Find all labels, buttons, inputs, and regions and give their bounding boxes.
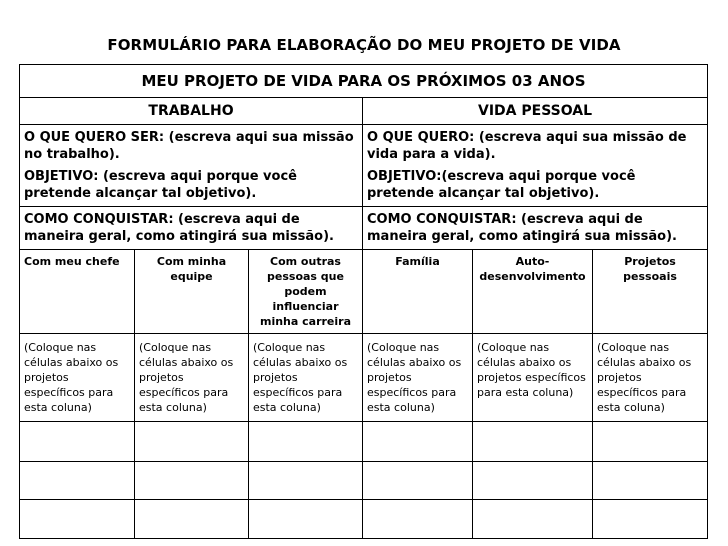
project-cell[interactable] [135,500,249,539]
project-cell[interactable] [473,422,593,462]
project-cell[interactable] [363,422,473,462]
personal-goal-cell[interactable] [363,125,708,207]
project-cell[interactable] [363,500,473,539]
project-cell[interactable] [593,422,708,462]
column-header-self-development: Auto-desenvolvimento [473,250,593,334]
form-header: MEU PROJETO DE VIDA PARA OS PRÓXIMOS 03 ANOS [20,65,708,98]
personal-objective-text: OBJETIVO:(escreva aqui porque você pretende alcançar tal objetivo). [367,169,636,201]
column-note-self-development: (Coloque nas células abaixo os projetos específicos para esta coluna) [473,334,593,422]
project-cell[interactable] [593,500,708,539]
column-note-boss: (Coloque nas células abaixo os projetos específicos para esta coluna) [20,334,135,422]
work-goal-text: O QUE QUERO SER: (escreva aqui sua missão no trabalho). [24,130,354,162]
section-work-title: TRABALHO [20,98,363,125]
project-cell[interactable] [593,462,708,500]
table-row [20,500,708,539]
column-note-team: (Coloque nas células abaixo os projetos específicos para esta coluna) [135,334,249,422]
column-header-family: Família [363,250,473,334]
project-cell[interactable] [473,500,593,539]
personal-goal-text: O QUE QUERO: (escreva aqui sua missão de vida para a vida). [367,130,687,162]
column-header-others: Com outras pessoas que podem influenciar minha carreira [249,250,363,334]
personal-how-cell[interactable] [363,207,708,250]
work-how-text: COMO CONQUISTAR: (escreva aqui de maneira geral, como atingirá sua missão). [24,212,334,244]
personal-how-text: COMO CONQUISTAR: (escreva aqui de maneira geral, como atingirá sua missão). [367,212,677,244]
project-cell[interactable] [20,500,135,539]
work-objective-text: OBJETIVO: (escreva aqui porque você pretende alcançar tal objetivo). [24,169,297,201]
section-personal-title: VIDA PESSOAL [363,98,708,125]
project-cell[interactable] [249,422,363,462]
column-header-boss: Com meu chefe [20,250,135,334]
project-cell[interactable] [249,462,363,500]
project-cell[interactable] [20,462,135,500]
project-cell[interactable] [249,500,363,539]
life-project-form [19,64,708,539]
project-cell[interactable] [363,462,473,500]
project-cell[interactable] [135,422,249,462]
column-note-family: (Coloque nas células abaixo os projetos específicos para esta coluna) [363,334,473,422]
project-cell[interactable] [135,462,249,500]
work-how-cell[interactable] [20,207,363,250]
column-note-personal-projects: (Coloque nas células abaixo os projetos específicos para esta coluna) [593,334,708,422]
column-note-others: (Coloque nas células abaixo os projetos específicos para esta coluna) [249,334,363,422]
column-header-personal-projects: Projetos pessoais [593,250,708,334]
table-row [20,422,708,462]
form-title: FORMULÁRIO PARA ELABORAÇÃO DO MEU PROJETO DE VIDA [107,36,621,54]
project-cell[interactable] [20,422,135,462]
table-row [20,462,708,500]
column-header-team: Com minha equipe [135,250,249,334]
work-goal-cell[interactable] [20,125,363,207]
project-cell[interactable] [473,462,593,500]
